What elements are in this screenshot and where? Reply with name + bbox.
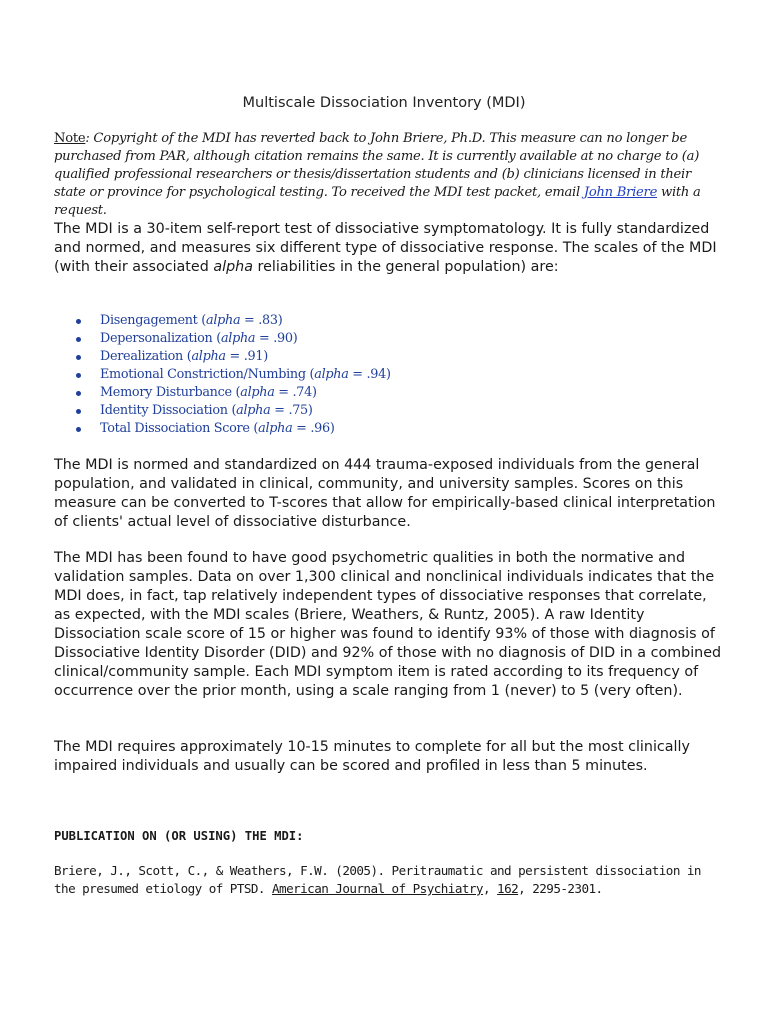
alpha-value: .74 — [292, 385, 312, 400]
bullet-icon — [76, 355, 81, 360]
alpha-value: .94 — [366, 367, 386, 382]
copyright-note — [54, 130, 722, 220]
citation-separator: , — [482, 881, 498, 896]
intro-paragraph — [54, 220, 722, 277]
note-label: Note — [54, 131, 86, 146]
bullet-icon — [76, 409, 81, 414]
scale-name: Disengagement — [100, 313, 198, 328]
alpha-label: alpha — [240, 385, 275, 400]
citation-pages: , 2295-2301. — [518, 881, 603, 896]
bullet-icon — [76, 337, 81, 342]
note-text-end: with a request. — [54, 185, 701, 218]
list-item: Depersonalization (alpha = .90) — [76, 330, 391, 348]
scale-name: Emotional Constriction/Numbing — [100, 367, 306, 382]
alpha-label: alpha — [220, 331, 256, 346]
intro-alpha-word: alpha — [213, 259, 253, 275]
scales-list — [76, 312, 391, 438]
bullet-icon — [76, 391, 81, 396]
publication-heading: PUBLICATION ON (OR USING) THE MDI: — [54, 829, 304, 843]
alpha-value: .90 — [273, 331, 293, 346]
alpha-value: .91 — [243, 349, 264, 364]
list-item: Disengagement (alpha = .83) — [76, 312, 391, 330]
bullet-icon — [76, 373, 81, 378]
list-item: Total Dissociation Score (alpha = .96) — [76, 420, 391, 438]
scale-name: Derealization — [100, 349, 183, 364]
intro-text-1: The MDI is a 30-item self-report test of dissociative symptomatology. It is fully standardized and normed, and measures six different type of dissociative response. The scales of the MDI (with their associated — [54, 221, 717, 275]
list-item: Derealization (alpha = .91) — [76, 348, 391, 366]
intro-text-2: reliabilities in the general population) are: — [252, 259, 559, 275]
alpha-label: alpha — [205, 313, 241, 328]
alpha-label: alpha — [191, 349, 226, 364]
list-item: Identity Dissociation (alpha = .75) — [76, 402, 391, 420]
list-item: Memory Disturbance (alpha = .74) — [76, 384, 391, 402]
alpha-label: alpha — [236, 403, 271, 418]
scale-name: Depersonalization — [100, 331, 213, 346]
citation-text: Briere, J., Scott, C., & Weathers, F.W. (2005). Peritraumatic and persistent dissociation in the presumed etiology of PTSD. — [54, 863, 701, 896]
list-item: Emotional Constriction/Numbing (alpha = .94) — [76, 366, 391, 384]
journal-name: American Journal of Psychiatry — [272, 881, 483, 896]
journal-volume: 162 — [497, 881, 519, 896]
note-text: : Copyright of the MDI has reverted back to John Briere, Ph.D. This measure can no longer be purchased from PAR, although citation remains the same. It is currently available at no charge to (a) qualified professional researchers or thesis/dissertation students and (b) clinicians licensed in their state or province for psychological testing. To received the MDI test packet, email — [54, 131, 700, 200]
psychometric-paragraph: The MDI has been found to have good psychometric qualities in both the normative and validation samples. Data on over 1,300 clinical and nonclinical individuals indicates that the MDI does, in fact, tap relatively independent types of dissociative responses that correlate, as expected, with the MDI scales (Briere, Weathers, & Runtz, 2005). A raw Identity Dissociation scale score of 15 or higher was found to identify 93% of those with diagnosis of Dissociative Identity Disorder (DID) and 92% of those with no diagnosis of DID in a combined clinical/community sample. Each MDI symptom item is rated according to its frequency of occurrence over the prior month, using a scale ranging from 1 (never) to 5 (very often). — [54, 550, 722, 699]
john-briere-email-link[interactable]: John Briere — [583, 185, 658, 200]
citation — [54, 862, 722, 898]
alpha-label: alpha — [314, 367, 349, 382]
alpha-value: .83 — [258, 313, 278, 328]
scale-name: Memory Disturbance — [100, 385, 232, 400]
scale-name: Identity Dissociation — [100, 403, 228, 418]
scale-name: Total Dissociation Score — [100, 421, 250, 436]
alpha-value: .96 — [310, 421, 330, 436]
page-title: Multiscale Dissociation Inventory (MDI) — [242, 95, 526, 111]
bullet-icon — [76, 319, 81, 324]
normed-paragraph: The MDI is normed and standardized on 444 trauma-exposed individuals from the general population, and validated in clinical, community, and university samples. Scores on this measure can be converted to T-scores that allow for empirically-based clinical interpretation of clients' actual level of dissociative disturbance. — [54, 457, 716, 530]
bullet-icon — [76, 427, 81, 432]
duration-paragraph: The MDI requires approximately 10-15 minutes to complete for all but the most clinically impaired individuals and usually can be scored and profiled in less than 5 minutes. — [54, 739, 690, 774]
alpha-label: alpha — [258, 421, 293, 436]
alpha-value: .75 — [288, 403, 308, 418]
